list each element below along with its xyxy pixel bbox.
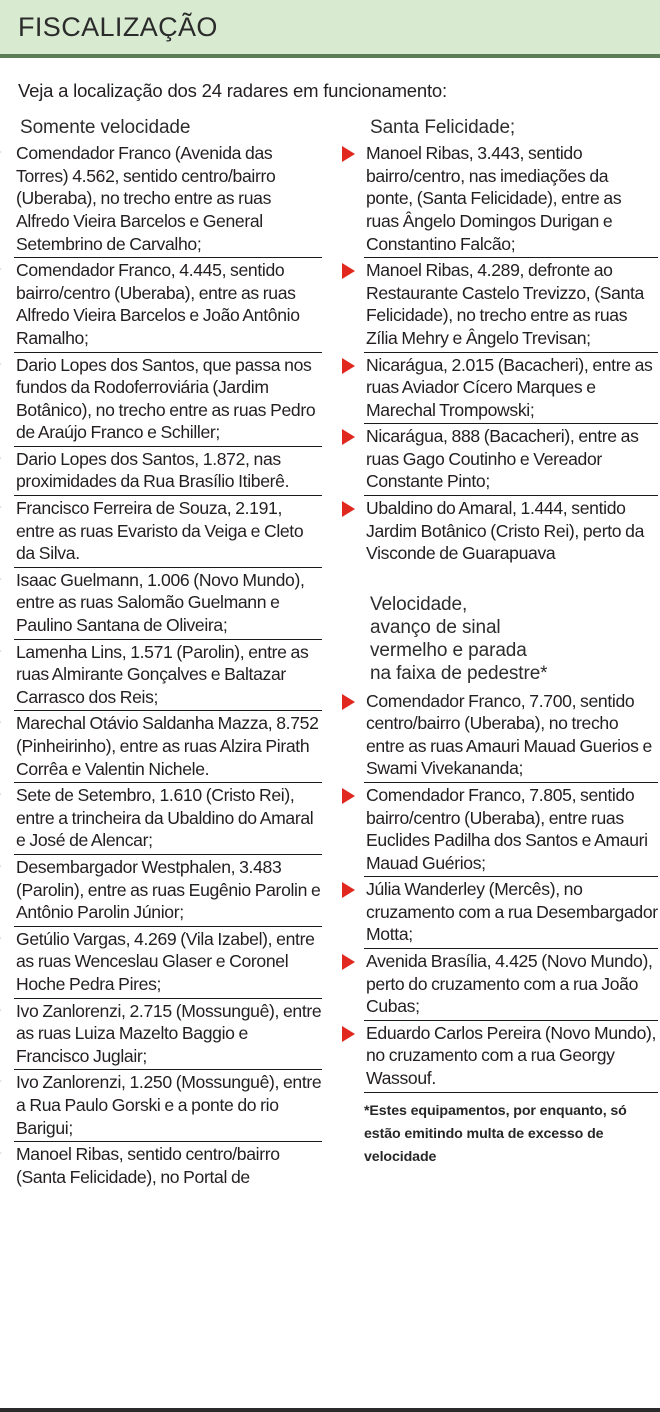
triangle-marker-icon	[342, 146, 355, 162]
triangle-marker-icon	[0, 860, 2, 872]
list-item[interactable]	[14, 1069, 322, 1141]
triangle-marker-icon	[0, 146, 2, 158]
list-item[interactable]	[14, 257, 322, 351]
list-item-text: Nicarágua, 2.015 (Bacacheri), entre as ruas Aviador Cícero Marques e Marechal Trompowski;	[366, 354, 653, 420]
list-item[interactable]	[364, 876, 658, 948]
section-heading-combined	[364, 593, 658, 686]
triangle-marker-icon	[0, 358, 2, 370]
list-item-text: Dario Lopes dos Santos, 1.872, nas proximidades da Rua Brasílio Itiberê.	[16, 448, 290, 492]
triangle-marker-icon	[0, 1004, 2, 1016]
list-item-text: Sete de Setembro, 1.610 (Cristo Rei), entre a trincheira da Ubaldino do Amaral e José de Alencar;	[16, 785, 314, 851]
two-column-body	[0, 116, 660, 1190]
list-item[interactable]	[14, 639, 322, 711]
list-item[interactable]	[14, 782, 322, 854]
list-item[interactable]	[364, 352, 658, 424]
list-item[interactable]	[364, 1020, 658, 1092]
section-heading-line: na faixa de pedestre*	[370, 663, 548, 685]
triangle-marker-icon	[0, 932, 2, 944]
list-item[interactable]	[364, 423, 658, 495]
section-heading-line: Velocidade,	[370, 593, 468, 615]
left-column	[0, 116, 330, 1190]
triangle-marker-icon	[0, 263, 2, 275]
list-item[interactable]	[364, 689, 658, 782]
page-header	[0, 0, 660, 58]
list-item-text: Manoel Ribas, 4.289, defronte ao Restaurante Castelo Trevizzo, (Santa Felicidade), no trecho entre as ruas Zília Mehry e Ângelo Trevisan;	[366, 260, 644, 348]
list-item[interactable]	[14, 567, 322, 639]
list-item-text: Manoel Ribas, sentido centro/bairro (Santa Felicidade), no Portal de	[16, 1144, 280, 1187]
bottom-rule	[0, 1408, 660, 1412]
list-item-text: Comendador Franco, 7.805, sentido bairro/centro (Uberaba), entre ruas Euclides Padilha dos Santos e Amauri Mauad Guérios;	[366, 784, 648, 873]
list-item-text: Francisco Ferreira de Souza, 2.191, entre as ruas Evaristo da Veiga e Cleto da Silva.	[16, 498, 304, 564]
list-item[interactable]	[364, 495, 658, 567]
triangle-marker-icon	[0, 573, 2, 585]
list-item-text: Manoel Ribas, 3.443, sentido bairro/centro, nas imediações da ponte, (Santa Felicidade), entre as ruas Ângelo Domingos Durigan e Constantino Falcão;	[366, 143, 622, 254]
triangle-marker-icon	[0, 452, 2, 464]
triangle-marker-icon	[342, 501, 355, 517]
list-item-text: Eduardo Carlos Pereira (Novo Mundo), no cruzamento com a rua Georgy Wassouf.	[366, 1022, 657, 1089]
triangle-marker-icon	[0, 788, 2, 800]
section-heading-speed-only: Somente velocidade	[20, 117, 191, 138]
list-item-text: Lamenha Lins, 1.571 (Parolin), entre as ruas Almirante Gonçalves e Baltazar Carrasco dos Reis;	[16, 641, 309, 707]
list-item[interactable]	[364, 257, 658, 351]
triangle-marker-icon	[342, 882, 355, 898]
intro-text: Veja a localização dos 24 radares em funcionamento:	[18, 80, 447, 101]
list-item-text: Getúlio Vargas, 4.269 (Vila Izabel), entre as ruas Wenceslau Glaser e Coronel Hoche Pedra Pires;	[16, 928, 315, 994]
triangle-marker-icon	[0, 501, 2, 513]
list-item-text: Avenida Brasília, 4.425 (Novo Mundo), perto do cruzamento com a rua João Cubas;	[366, 951, 653, 1017]
right-radar-list-speed-only	[364, 141, 658, 567]
list-item-text: Ivo Zanlorenzi, 2.715 (Mossunguê), entre as ruas Luiza Mazelto Baggio e Francisco Juglair;	[16, 1000, 322, 1066]
continuation-text: Santa Felicidade;	[370, 117, 516, 138]
list-item-text: Comendador Franco (Avenida das Torres) 4.562, sentido centro/bairro (Uberaba), no trecho entre as ruas Alfredo Vieira Barcelos e General Setembrino de Carvalho;	[16, 143, 276, 254]
page-title: FISCALIZAÇÃO	[18, 11, 218, 42]
list-item[interactable]	[14, 446, 322, 495]
triangle-marker-icon	[342, 1026, 355, 1042]
list-item[interactable]	[14, 854, 322, 926]
list-item-text: Nicarágua, 888 (Bacacheri), entre as ruas Gago Coutinho e Vereador Constante Pinto;	[366, 426, 639, 492]
triangle-marker-icon	[0, 716, 2, 728]
triangle-marker-icon	[0, 645, 2, 657]
list-item[interactable]	[14, 1141, 322, 1190]
list-item[interactable]	[364, 948, 658, 1020]
left-radar-list	[14, 141, 322, 1190]
triangle-marker-icon	[0, 1075, 2, 1087]
right-radar-list-combined	[364, 689, 658, 1092]
list-item[interactable]	[364, 782, 658, 876]
list-item-text: Dario Lopes dos Santos, que passa nos fundos da Rodoferroviária (Jardim Botânico), no trecho entre as ruas Pedro de Araújo Franco e Schiller;	[16, 354, 316, 443]
list-item[interactable]	[14, 495, 322, 567]
list-item[interactable]	[14, 141, 322, 257]
list-item[interactable]	[14, 710, 322, 782]
section-heading-line: avanço de sinal	[370, 617, 501, 639]
list-item-text: Desembargador Westphalen, 3.483 (Parolin), entre as ruas Eugênio Parolin e Antônio Parolin Júnior;	[16, 856, 321, 923]
list-item-text: Marechal Otávio Saldanha Mazza, 8.752 (Pinheirinho), entre as ruas Alzira Pirath Corrêa e Valentin Nichele.	[16, 713, 319, 779]
list-item-text: Júlia Wanderley (Mercês), no cruzamento com a rua Desembargador Motta;	[366, 879, 658, 945]
triangle-marker-icon	[342, 788, 355, 804]
footnote-text: *Estes equipamentos, por enquanto, só estão emitindo multa de excesso de velocidade	[364, 1092, 658, 1169]
list-item-text: Ivo Zanlorenzi, 1.250 (Mossunguê), entre a Rua Paulo Gorski e a ponte do rio Barigui;	[16, 1072, 322, 1138]
triangle-marker-icon	[342, 263, 355, 279]
right-column	[330, 116, 660, 1169]
list-item[interactable]	[364, 141, 658, 257]
triangle-marker-icon	[0, 1147, 2, 1159]
triangle-marker-icon	[342, 954, 355, 970]
list-item[interactable]	[14, 998, 322, 1070]
section-heading-line: vermelho e parada	[370, 640, 527, 662]
list-item-text: Ubaldino do Amaral, 1.444, sentido Jardim Botânico (Cristo Rei), perto da Visconde de Guarapuava	[366, 498, 645, 564]
list-item[interactable]	[14, 926, 322, 998]
list-item[interactable]	[14, 352, 322, 446]
triangle-marker-icon	[342, 358, 355, 374]
list-item-text: Isaac Guelmann, 1.006 (Novo Mundo), entre as ruas Salomão Guelmann e Paulino Santana de Oliveira;	[16, 569, 305, 636]
list-item-text: Comendador Franco, 7.700, sentido centro/bairro (Uberaba), no trecho entre as ruas Amauri Mauad Guerios e Swami Vivekananda;	[366, 690, 652, 779]
triangle-marker-icon	[342, 694, 355, 710]
triangle-marker-icon	[342, 429, 355, 445]
list-item-text: Comendador Franco, 4.445, sentido bairro/centro (Uberaba), entre as ruas Alfredo Vieira Barcelos e João Antônio Ramalho;	[16, 260, 300, 348]
